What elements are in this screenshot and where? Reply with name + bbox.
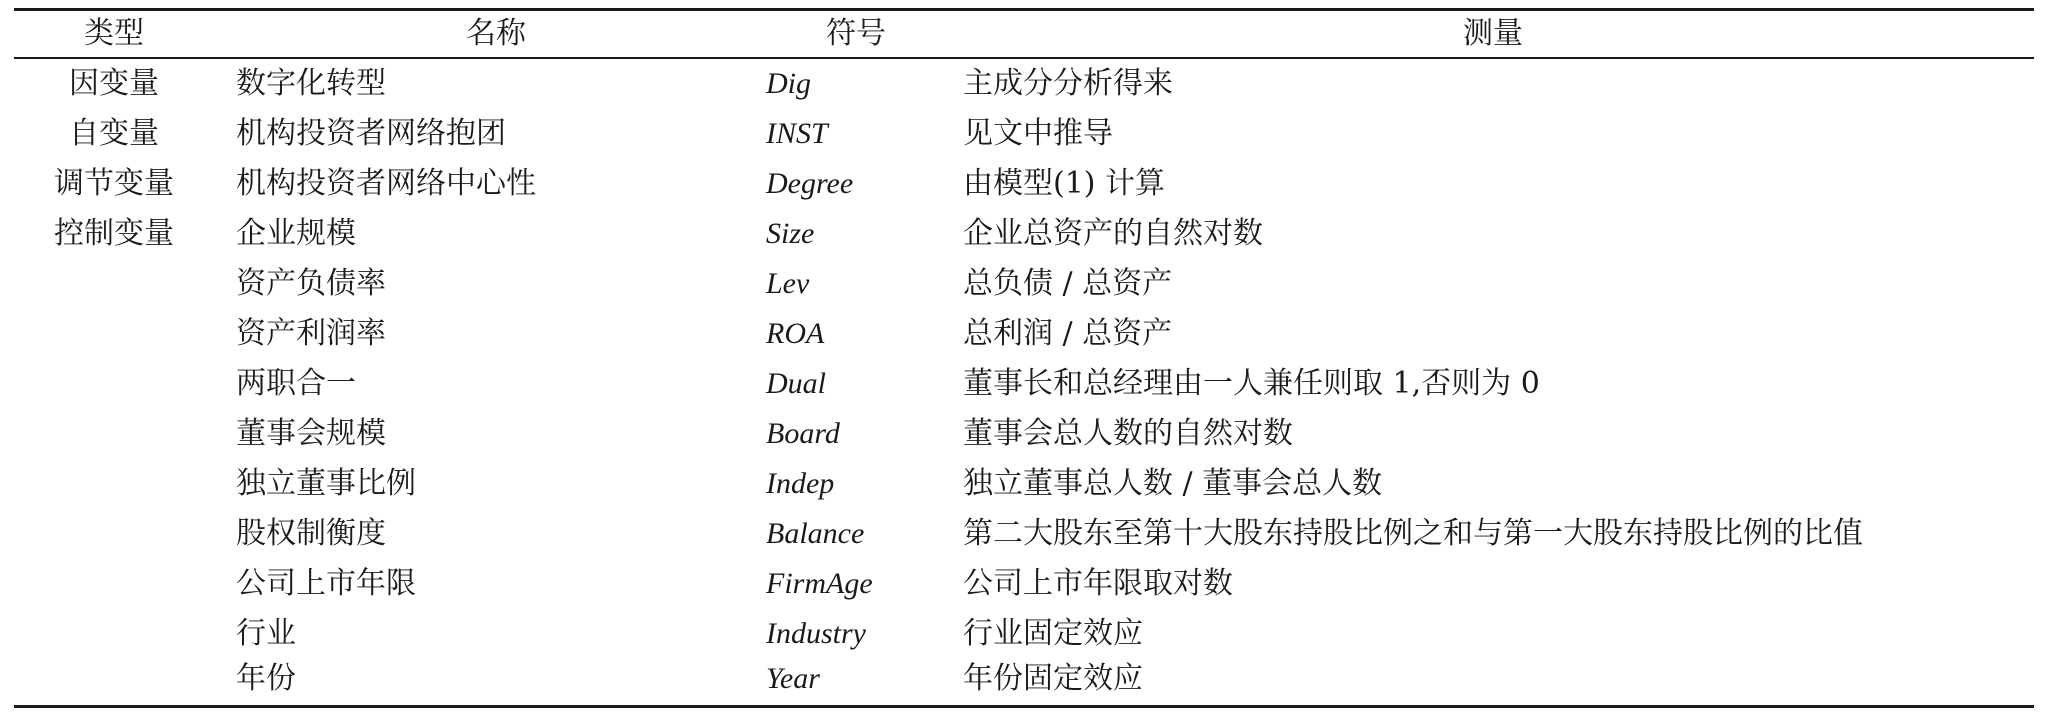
row-type: 自变量	[69, 116, 159, 151]
header-measure: 测量	[1463, 16, 1523, 51]
row-type: 调节变量	[54, 166, 174, 201]
table-row	[14, 409, 2034, 459]
row-type	[14, 309, 214, 359]
row-measure: 主成分分析得来	[963, 66, 1173, 101]
row-name: 企业规模	[236, 216, 356, 251]
row-symbol: Lev	[766, 267, 810, 300]
table-row	[14, 609, 2034, 659]
row-measure: 董事会总人数的自然对数	[963, 416, 1293, 451]
row-type	[14, 559, 214, 609]
row-measure: 总利润 / 总资产	[963, 316, 1173, 351]
row-type	[14, 459, 214, 509]
table-header-row	[14, 9, 2034, 59]
row-measure: 独立董事总人数 / 董事会总人数	[963, 466, 1383, 501]
row-measure: 年份固定效应	[963, 661, 1143, 696]
header-symbol: 符号	[826, 16, 886, 51]
row-name: 行业	[236, 616, 296, 651]
row-name: 年份	[236, 661, 296, 696]
table-row	[14, 509, 2034, 559]
header-type: 类型	[84, 16, 144, 51]
table-row	[14, 359, 2034, 409]
table-row	[14, 309, 2034, 359]
row-measure: 企业总资产的自然对数	[963, 216, 1263, 251]
row-symbol: Indep	[766, 467, 835, 500]
row-name: 独立董事比例	[236, 466, 416, 501]
row-measure: 行业固定效应	[963, 616, 1143, 651]
table-bottom-rule	[14, 705, 2034, 708]
table-row	[14, 59, 2034, 109]
row-type	[14, 409, 214, 459]
row-type	[14, 359, 214, 409]
row-symbol: FirmAge	[766, 567, 873, 600]
row-type: 控制变量	[54, 216, 174, 251]
row-name: 资产负债率	[236, 266, 386, 301]
header-name: 名称	[466, 16, 526, 51]
row-name: 公司上市年限	[236, 566, 416, 601]
row-symbol: Board	[766, 417, 840, 450]
row-type: 因变量	[69, 66, 159, 101]
row-name: 资产利润率	[236, 316, 386, 351]
row-type	[14, 654, 214, 704]
table-row	[14, 159, 2034, 209]
table-row	[14, 109, 2034, 159]
row-measure: 第二大股东至第十大股东持股比例之和与第一大股东持股比例的比值	[963, 516, 1863, 551]
row-name: 数字化转型	[236, 66, 386, 101]
row-symbol: ROA	[766, 317, 825, 350]
row-symbol: Size	[766, 217, 815, 250]
row-measure: 总负债 / 总资产	[963, 266, 1173, 301]
row-symbol: Year	[766, 662, 820, 695]
table-row	[14, 459, 2034, 509]
row-type	[14, 509, 214, 559]
table-row	[14, 654, 2034, 704]
row-symbol: Industry	[766, 617, 866, 650]
row-measure: 公司上市年限取对数	[963, 566, 1233, 601]
row-measure: 董事长和总经理由一人兼任则取 1,否则为 0	[963, 366, 1540, 401]
row-symbol: INST	[766, 117, 828, 150]
row-type	[14, 259, 214, 309]
table-row	[14, 259, 2034, 309]
row-measure: 见文中推导	[963, 116, 1113, 151]
row-symbol: Degree	[766, 167, 854, 200]
row-measure: 由模型(1) 计算	[963, 166, 1166, 201]
row-name: 股权制衡度	[236, 516, 386, 551]
row-type	[14, 609, 214, 659]
row-symbol: Dig	[766, 67, 811, 100]
table-row	[14, 559, 2034, 609]
row-name: 机构投资者网络抱团	[236, 116, 506, 151]
row-name: 董事会规模	[236, 416, 386, 451]
row-name: 两职合一	[236, 366, 356, 401]
row-symbol: Dual	[766, 367, 826, 400]
row-name: 机构投资者网络中心性	[236, 166, 536, 201]
table-row	[14, 209, 2034, 259]
row-symbol: Balance	[766, 517, 865, 550]
